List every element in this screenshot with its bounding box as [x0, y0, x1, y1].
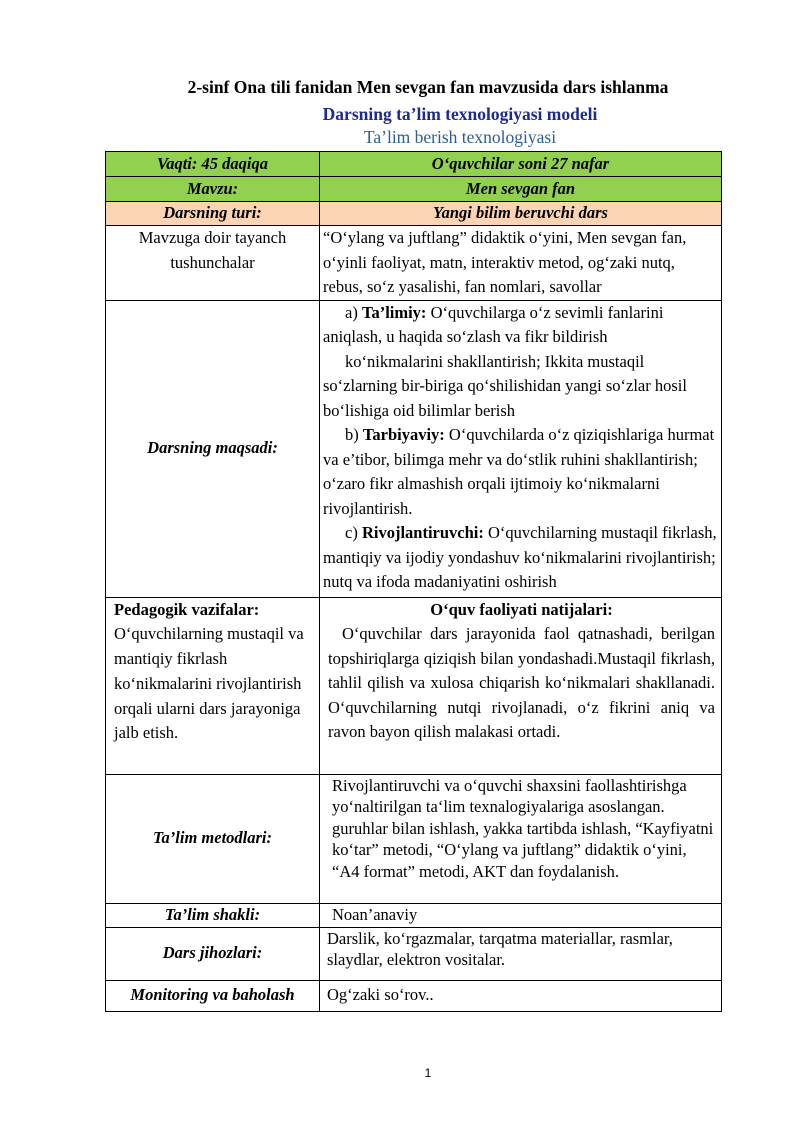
lesson-goals-label-cell: Darsning maqsadi: [106, 300, 320, 597]
pedagogical-tasks-text: O‘quvchilarning mustaqil va mantiqiy fikrlash ko‘nikmalarini rivojlantirish orqali ularni dars jarayoniga jalb etish. [114, 624, 304, 743]
table-row-teaching-form [106, 903, 722, 927]
key-concepts-value-cell: “O‘ylang va juftlang” didaktik o‘yini, Men sevgan fan, o‘yinli faoliyat, matn, interaktiv metod, og‘zaki nutq, rebus, so‘z yasalishi, fan nomlari, savollar [320, 226, 722, 301]
document-title: 2-sinf Ona tili fanidan Men sevgan fan mavzusida dars ishlanma [187, 77, 669, 97]
time-cell: Vaqti: 45 daqiqa [106, 152, 320, 177]
table-row-teaching-methods [106, 774, 722, 903]
equipment-label-cell: Dars jihozlari: [106, 927, 320, 980]
pedagogical-tasks-label: Pedagogik vazifalar: [114, 599, 260, 619]
teaching-methods-value-cell: Rivojlantiruvchi va o‘quvchi shaxsini faollashtirishga yo‘naltirilgan ta‘lim texnalogiyalariga asoslangan. guruhlar bilan ishlash, yakka tartibda ishlash, “Kayfiyatni ko‘tar” metodi, “O‘ylang va juftlang” didaktik o‘yini, “A4 format” metodi, AKT dan foydalanish. [320, 774, 722, 903]
goal-upbringing: b) Tarbiyaviy: O‘quvchilarda o‘z qiziqishlariga hurmat va e’tibor, bilimga mehr va do‘stlik ruhini shakllantirish; o‘zaro fikr almashish orqali ijtimoiy ko‘nikmalarni rivojlantirish. [323, 425, 715, 518]
table-row-equipment [106, 927, 722, 980]
table-row-topic [106, 177, 722, 202]
table-row-lesson-goals [106, 300, 722, 597]
lesson-type-label-cell: Darsning turi: [106, 202, 320, 226]
teaching-form-label-cell: Ta’lim shakli: [106, 903, 320, 927]
table-row-monitoring [106, 980, 722, 1011]
table-row-lesson-type [106, 202, 722, 226]
goal-developmental: c) Rivojlantiruvchi: O‘quvchilarning mustaqil fikrlash, mantiqiy va ijodiy yondashuv ko‘nikmalarini rivojlantirish; nutq va ifoda madaniyatini oshirish [323, 523, 717, 591]
teaching-methods-label-cell: Ta’lim metodlari: [106, 774, 320, 903]
lesson-type-value-cell: Yangi bilim beruvchi dars [320, 202, 722, 226]
lesson-plan-table [105, 151, 722, 1012]
topic-label-cell: Mavzu: [106, 177, 320, 202]
table-row-key-concepts [106, 226, 722, 301]
goal-educational: a) Ta’limiy: O‘quvchilarga o‘z sevimli fanlarini aniqlash, u haqida so‘zlash va fikr bildirish [323, 302, 664, 346]
document-subtitle-secondary: Ta’lim berish texnologiyasi [363, 127, 557, 147]
learning-outcomes-label: O‘quv faoliyati natijalari: [430, 599, 613, 619]
topic-value-cell: Men sevgan fan [320, 177, 722, 202]
document-subtitle: Darsning ta’lim texnologiyasi modeli [322, 104, 598, 124]
students-count-cell: O‘quvchilar soni 27 nafar [320, 152, 722, 177]
table-row-time [106, 152, 722, 177]
learning-outcomes-text: O‘quvchilar dars jarayonida faol qatnashadi, berilgan topshiriqlarga qiziqish bilan yondashadi.Mustaqil fikrlash, tahlil qilish va xulosa chiqarish ko‘nikmalari shakllanadi. O‘quvchilarning nutqi rivojlanadi, o‘z fikrini aniq va ravon bayon qilish malakasi ortadi. [328, 624, 715, 741]
monitoring-value-cell: Og‘zaki so‘rov.. [320, 980, 722, 1011]
monitoring-label-cell: Monitoring va baholash [106, 980, 320, 1011]
equipment-value-cell: Darslik, ko‘rgazmalar, tarqatma materiallar, rasmlar, slaydlar, elektron vositalar. [320, 927, 722, 980]
page-number: 1 [424, 1066, 432, 1080]
learning-outcomes-cell [320, 597, 722, 774]
teaching-form-value-cell: Noan’anaviy [320, 903, 722, 927]
goal-educational-continued: ko‘nikmalarini shakllantirish; Ikkita mustaqil so‘zlarning bir-biriga qo‘shilishidan yangi so‘zlar hosil bo‘lishiga oid bilimlar berish [323, 351, 687, 420]
table-row-pedagogical-tasks [106, 597, 722, 774]
pedagogical-tasks-cell [106, 597, 320, 774]
lesson-goals-value-cell [320, 300, 722, 597]
key-concepts-label-cell: Mavzuga doir tayanch tushunchalar [106, 226, 320, 301]
